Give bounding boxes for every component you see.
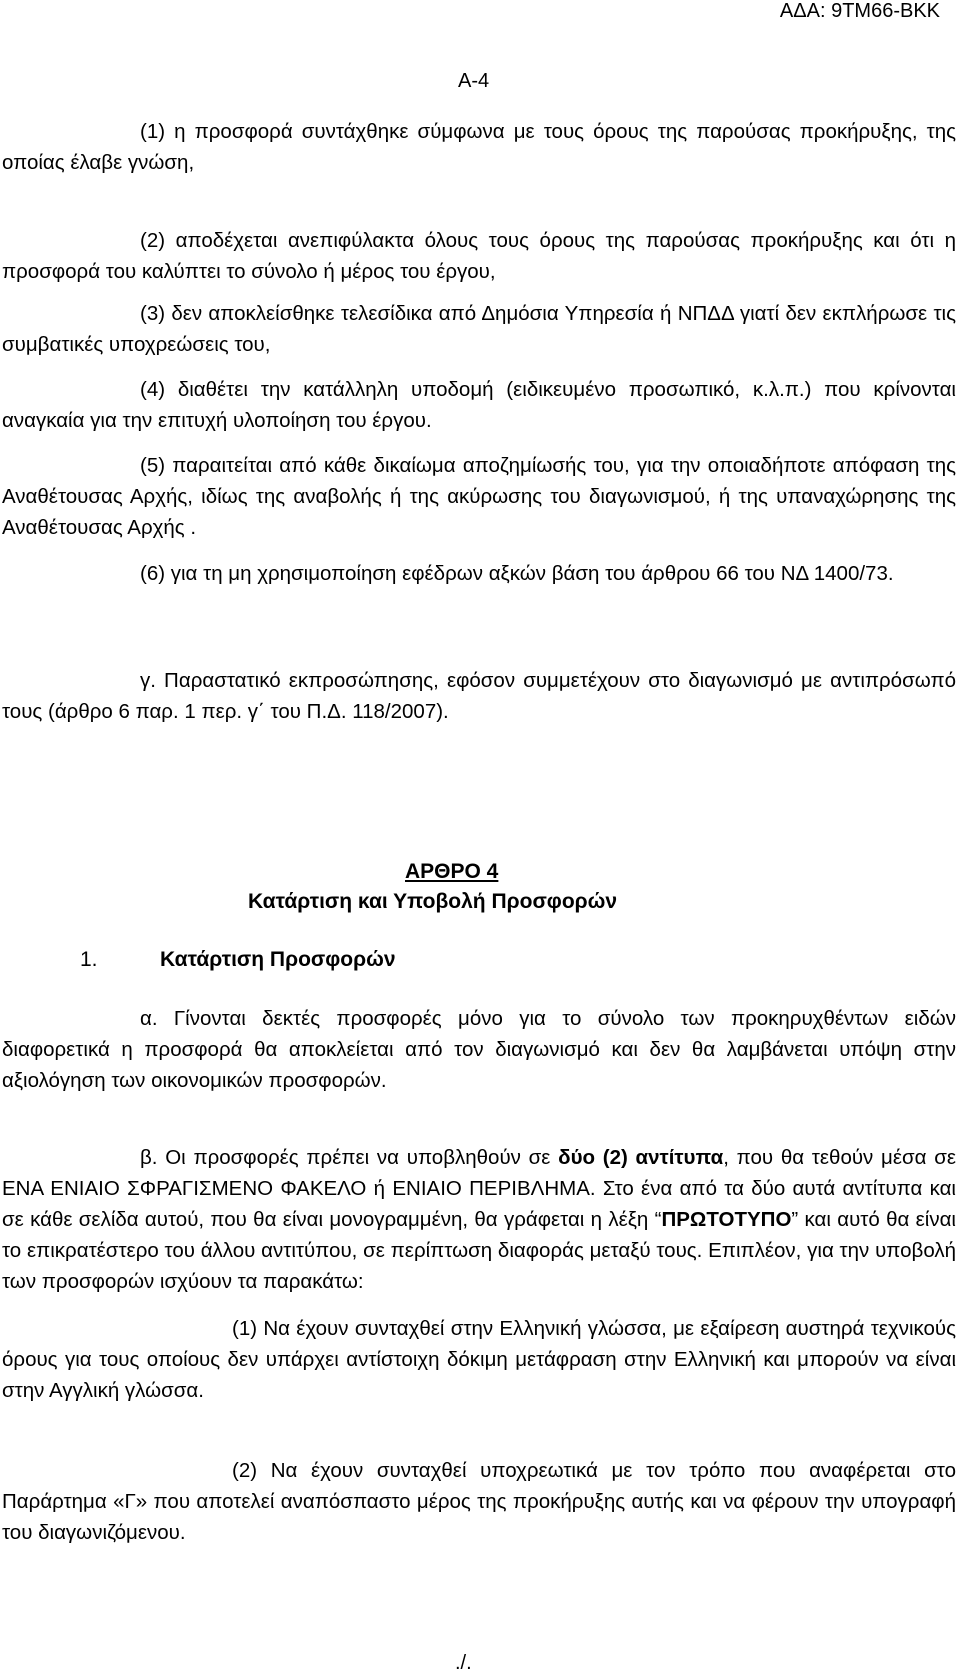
section-title: Κατάρτιση Προσφορών xyxy=(160,948,396,971)
gamma-paragraph: γ. Παραστατικό εκπροσώπησης, εφόσον συμμετέχουν στο διαγωνισμό με αντιπρόσωπό τους (άρθρο 6 παρ. 1 περ. γ΄ του Π.Δ. 118/2007). xyxy=(2,669,956,723)
item-3: (3) δεν αποκλείσθηκε τελεσίδικα από Δημόσια Υπηρεσία ή ΝΠΔΔ γιατί δεν εκπλήρωσε τις συμβατικές υποχρεώσεις του, xyxy=(2,302,956,356)
item-6: (6) για τη μη χρησιμοποίηση εφέδρων αξκών βάση του άρθρου 66 του ΝΔ 1400/73. xyxy=(140,562,894,585)
item-5: (5) παραιτείται από κάθε δικαίωμα αποζημίωσής του, για την οποιαδήποτε απόφαση της Αναθέτουσας Αρχής, ιδίως της αναβολής ή της ακύρωσης του διαγωνισμού, ή της υπαναχώρησης της Αναθέτουσας Αρχής . xyxy=(2,454,956,539)
section-heading xyxy=(80,948,396,972)
item-4: (4) διαθέτει την κατάλληλη υποδομή (ειδικευμένο προσωπικό, κ.λ.π.) που κρίνονται αναγκαία για την επιτυχή υλοποίηση του έργου. xyxy=(2,378,956,432)
requirement-1: (1) Να έχουν συνταχθεί στην Ελληνική γλώσσα, με εξαίρεση αυστηρά τεχνικούς όρους για τους οποίους δεν υπάρχει αντίστοιχη δόκιμη μετάφραση στην Ελληνική και μπορούν να είναι στην Αγγλική γλώσσα. xyxy=(2,1317,956,1402)
page-label: Α-4 xyxy=(458,70,490,92)
requirement-2: (2) Να έχουν συνταχθεί υποχρεωτικά με τον τρόπο που αναφέρεται στο Παράρτημα «Γ» που αποτελεί αναπόσπαστο μέρος της προκήρυξης αυτής και να φέρουν την υπογραφή του διαγωνιζόμενου. xyxy=(2,1459,956,1544)
beta-paragraph xyxy=(2,1142,956,1297)
beta-bold-copies: δύο (2) αντίτυπα xyxy=(558,1146,724,1169)
beta-text-2: , που θα τεθούν μέσα σε ΕΝΑ ΕΝΙΑΙΟ ΣΦΡΑΓΙΣΜΕΝΟ ΦΑΚΕΛΟ ή ΕΝΙΑΙΟ ΠΕΡΙΒΛΗΜΑ. Στο ένα από τα δύο αυτά αντίτυπα και σε κάθε σελίδα αυτού, που θα είναι μονογραμμένη, θα γράφεται η λέξη “ xyxy=(2,1146,957,1231)
beta-bold-original: ΠΡΩΤΟΤΥΠΟ xyxy=(661,1208,792,1231)
beta-text-1: β. Οι προσφορές πρέπει να υποβληθούν σε xyxy=(140,1146,559,1169)
item-1: (1) η προσφορά συντάχθηκε σύμφωνα με τους όρους της παρούσας προκήρυξης, της οποίας έλαβε γνώση, xyxy=(2,120,956,174)
article-number: ΑΡΘΡΟ 4 xyxy=(405,860,499,883)
section-number: 1. xyxy=(80,948,98,971)
alpha-paragraph: α. Γίνονται δεκτές προσφορές μόνο για το σύνολο των προκηρυχθέντων ειδών διαφορετικά η προσφορά θα αποκλείεται από τον διαγωνισμό και δεν θα λαμβάνεται υπόψη στην αξιολόγηση των οικονομικών προσφορών. xyxy=(2,1007,956,1092)
beta-text-3: ” και αυτό θα είναι το επικρατέστερο του άλλου αντιτύπου, σε περίπτωση διαφοράς μεταξύ τους. Επιπλέον, για την υποβολή των προσφορών ισχύουν τα παρακάτω: xyxy=(2,1208,956,1293)
continuation-mark: ./. xyxy=(455,1652,472,1674)
article-title: Κατάρτιση και Υποβολή Προσφορών xyxy=(248,890,618,913)
item-2: (2) αποδέχεται ανεπιφύλακτα όλους τους όρους της παρούσας προκήρυξης και ότι η προσφορά του καλύπτει το σύνολο ή μέρος του έργου, xyxy=(2,229,956,283)
ada-code: ΑΔΑ: 9ΤΜ66-ΒΚΚ xyxy=(779,0,940,22)
